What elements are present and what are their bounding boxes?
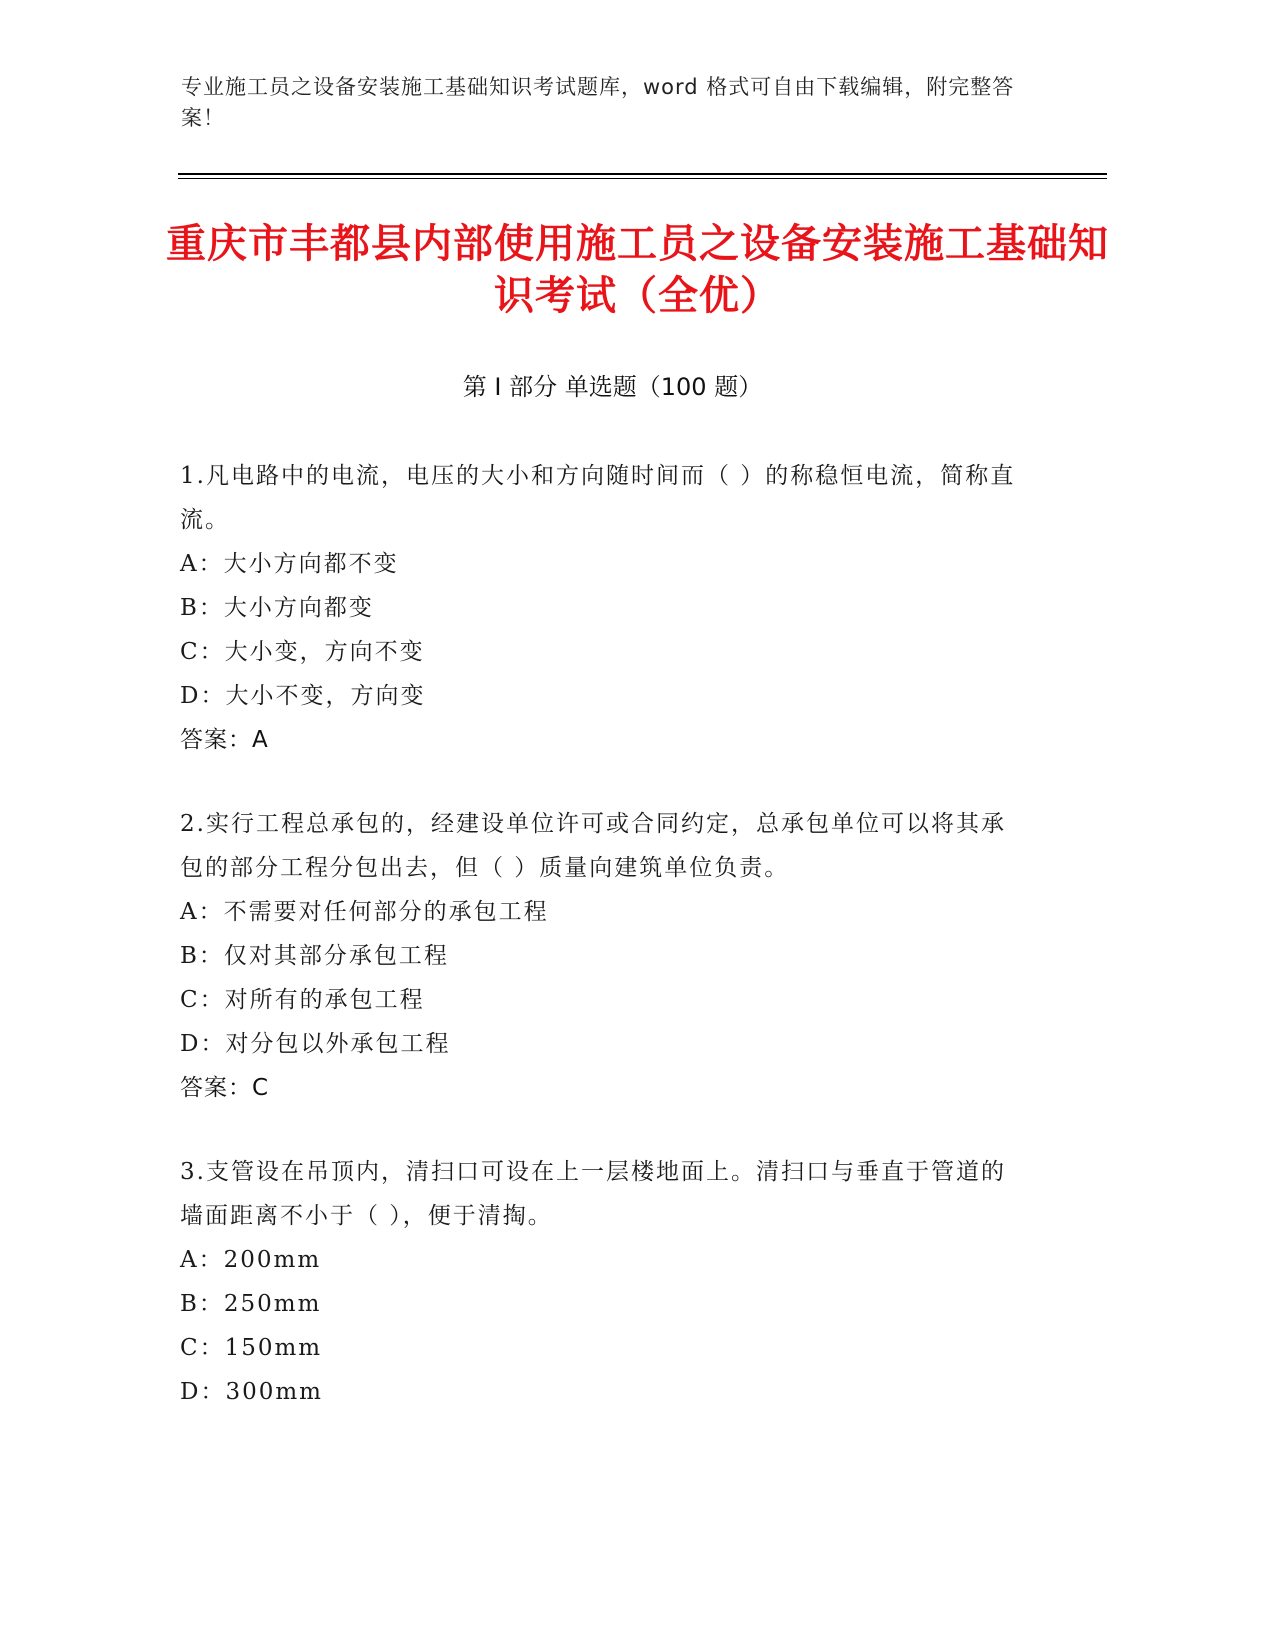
option-d: D：对分包以外承包工程	[180, 1031, 451, 1057]
option-b: B：大小方向都变	[180, 595, 374, 621]
option-a: A：不需要对任何部分的承包工程	[180, 899, 549, 925]
header-note: 专业施工员之设备安装施工基础知识考试题库，word 格式可自由下载编辑，附完整答案！	[181, 75, 1015, 130]
option-d: D：300mm	[180, 1379, 323, 1405]
header-divider-thin	[178, 178, 1107, 179]
question-3	[180, 1150, 1030, 1414]
option-c: C：150mm	[180, 1335, 323, 1361]
answer-line: 答案：A	[180, 727, 269, 753]
option-c: C：对所有的承包工程	[180, 987, 425, 1013]
question-stem: 2.实行工程总承包的，经建设单位许可或合同约定，总承包单位可以将其承包的部分工程分包出去，但（ ）质量向建筑单位负责。	[180, 811, 1006, 881]
document-title: 重庆市丰都县内部使用施工员之设备安装施工基础知识考试（全优）	[166, 221, 1109, 319]
question-2	[180, 802, 1030, 1110]
question-1	[180, 454, 1030, 762]
option-c: C：大小变，方向不变	[180, 639, 425, 665]
question-stem: 1.凡电路中的电流，电压的大小和方向随时间而（ ）的称稳恒电流，简称直流。	[180, 463, 1016, 533]
question-stem: 3.支管设在吊顶内，清扫口可设在上一层楼地面上。清扫口与垂直于管道的墙面距离不小于（ ），便于清掏。	[180, 1159, 1006, 1229]
option-b: B：250mm	[180, 1291, 322, 1317]
option-a: A：大小方向都不变	[180, 551, 399, 577]
option-d: D：大小不变，方向变	[180, 683, 426, 709]
option-a: A：200mm	[180, 1247, 322, 1273]
option-b: B：仅对其部分承包工程	[180, 943, 449, 969]
header-divider-thick	[178, 173, 1107, 175]
section-heading: 第 I 部分 单选题（100 题）	[462, 373, 763, 401]
answer-line: 答案：C	[180, 1075, 270, 1101]
